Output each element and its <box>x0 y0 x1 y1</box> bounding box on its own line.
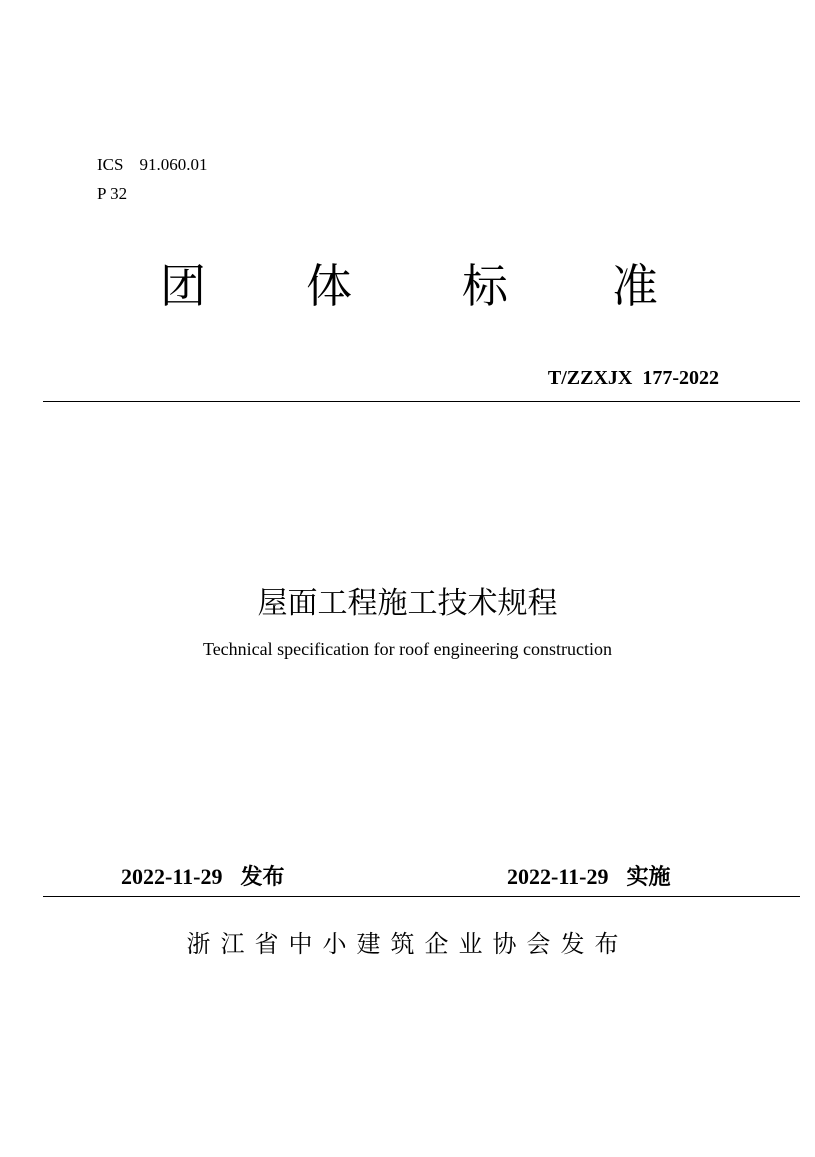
standard-type-char-1: 团 <box>160 259 206 313</box>
top-divider <box>43 401 800 402</box>
ics-code: 91.060.01 <box>139 155 208 174</box>
standard-type-char-4: 准 <box>612 259 658 313</box>
publisher: 浙江省中小建筑企业协会发布 <box>186 930 629 958</box>
bottom-divider <box>43 896 800 897</box>
issue-date-block <box>121 863 284 892</box>
issue-date: 2022-11-29 <box>121 864 223 889</box>
standard-type-char-3: 标 <box>462 259 508 313</box>
standard-type-char-2: 体 <box>306 259 352 313</box>
implement-date: 2022-11-29 <box>507 864 609 889</box>
ccs-classification: P 32 <box>97 184 128 203</box>
issue-label: 发布 <box>240 865 285 890</box>
title-chinese: 屋面工程施工技术规程 <box>257 586 558 621</box>
ics-label: ICS <box>97 155 124 174</box>
title-english: Technical specification for roof engineering construction <box>202 639 613 659</box>
implement-label: 实施 <box>626 865 671 890</box>
standard-number: T/ZZXJX 177-2022 <box>547 367 719 389</box>
implement-date-block <box>507 863 670 892</box>
ics-classification <box>97 155 207 175</box>
